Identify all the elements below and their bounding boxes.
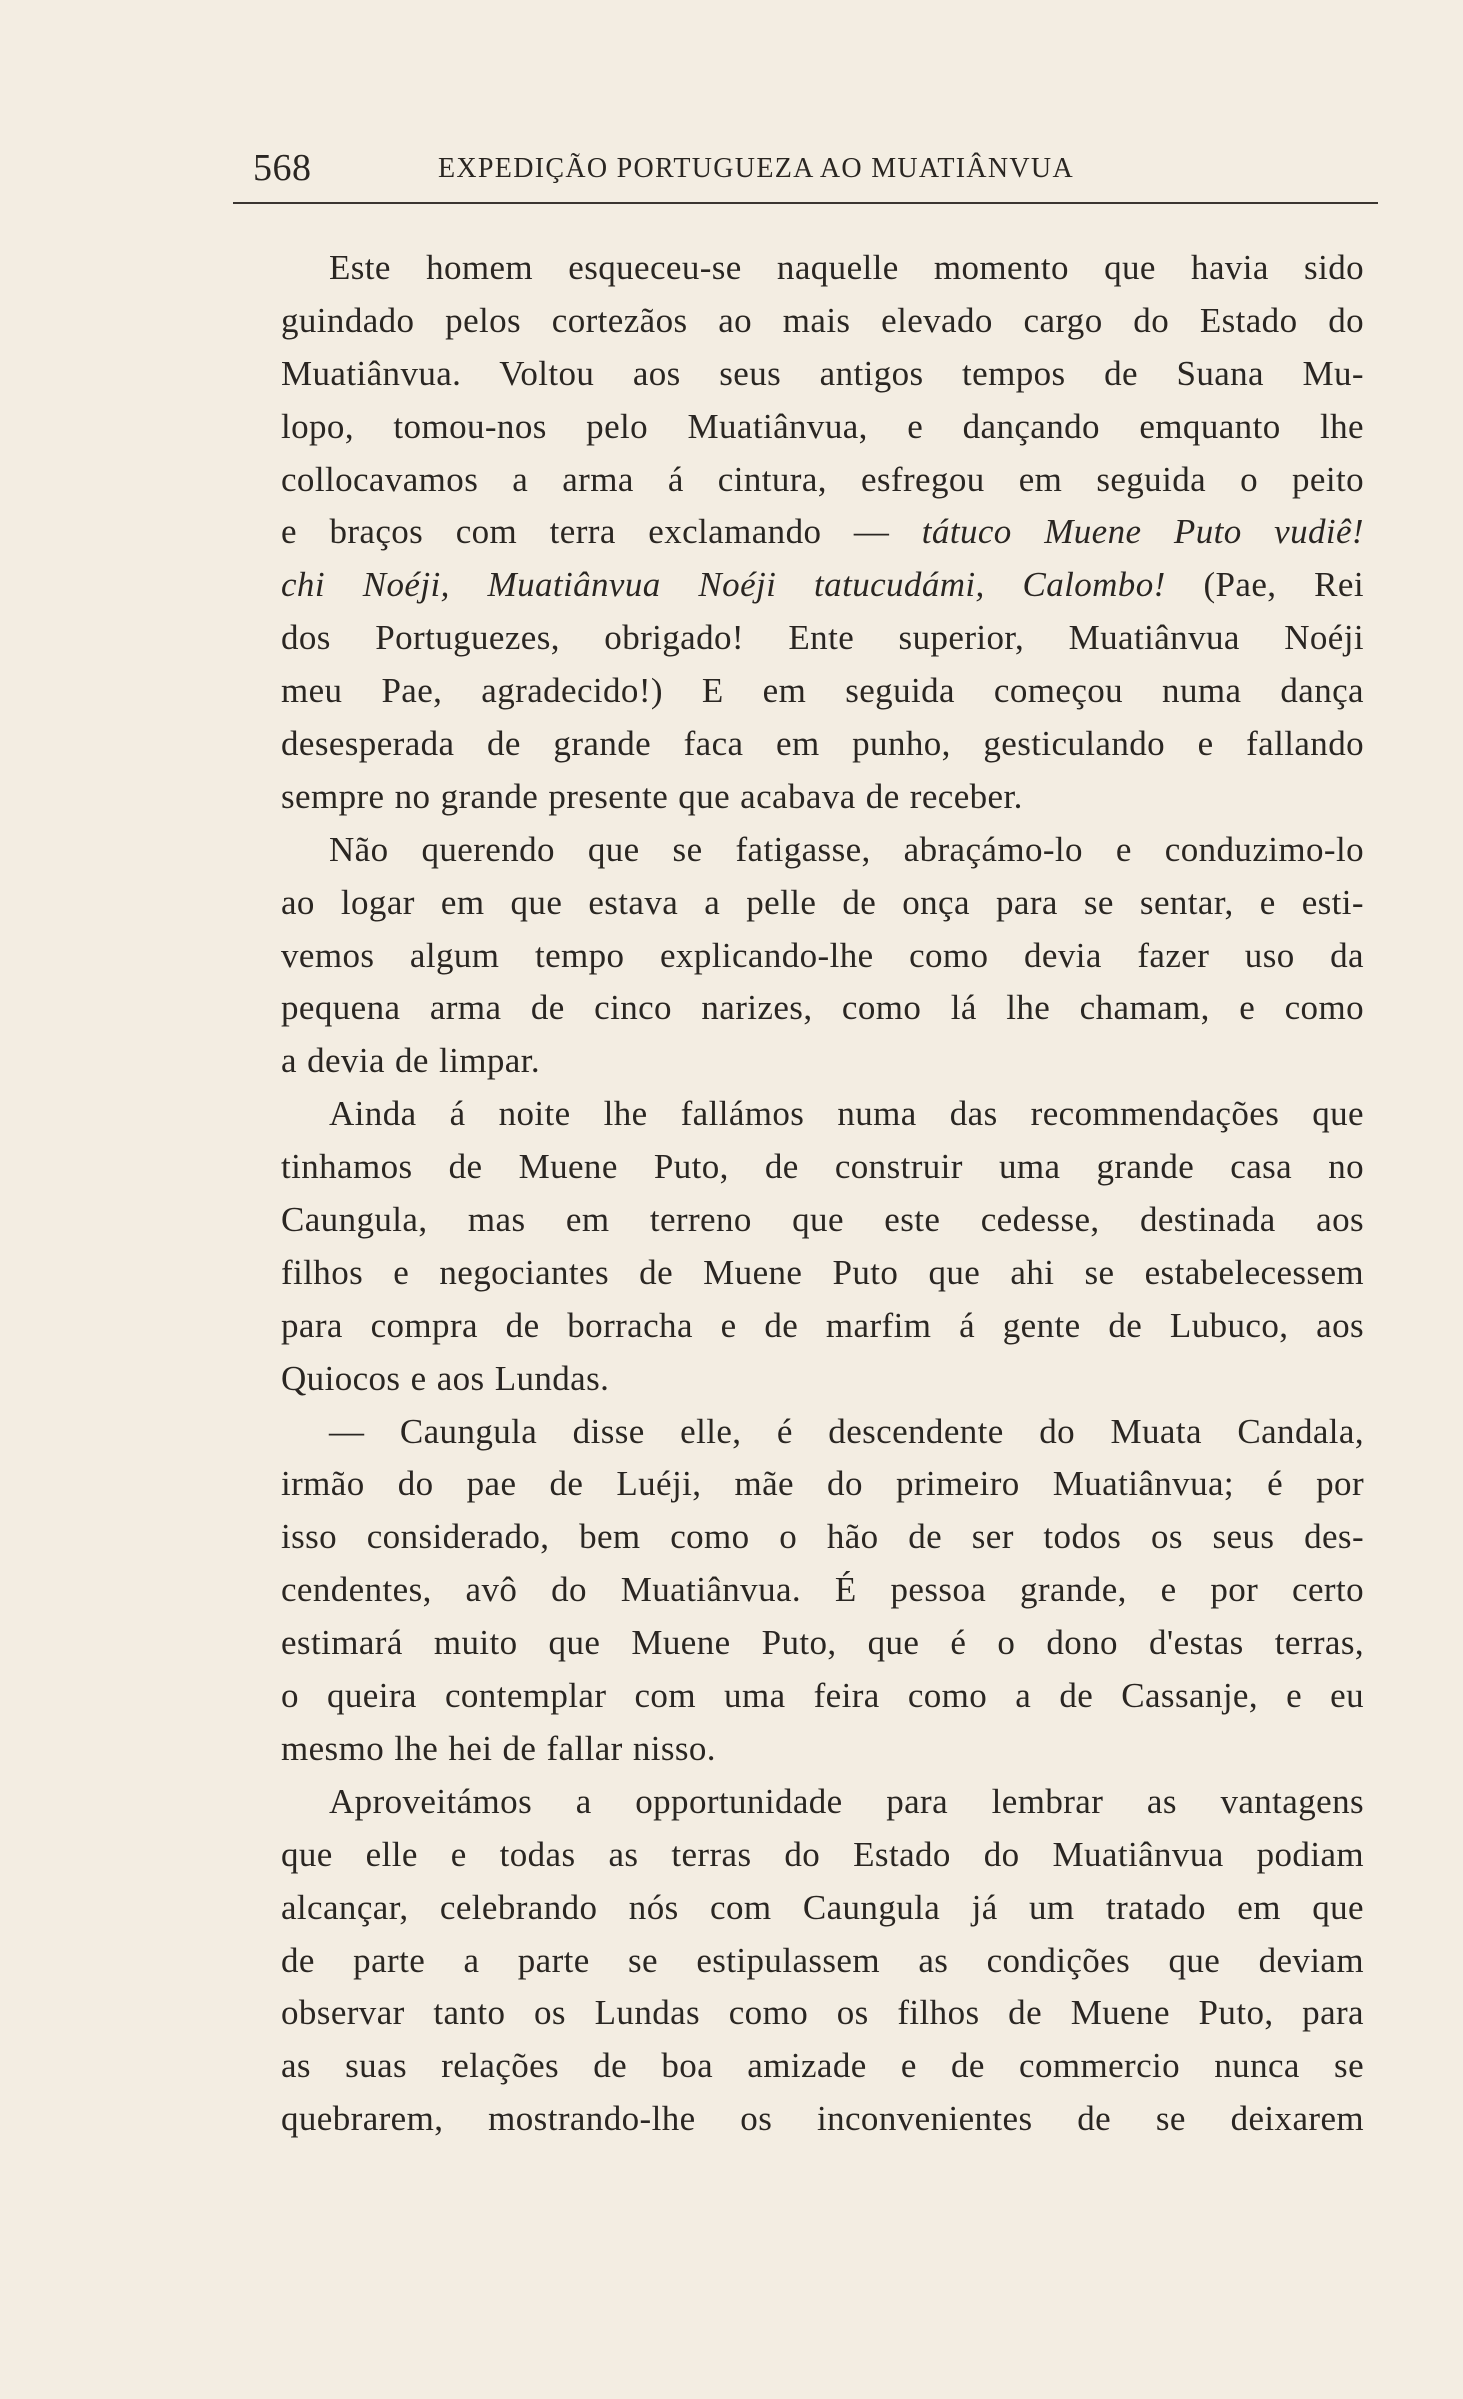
text-line: Caungula, mas em terreno que este cedesse, destinada aos [281, 1200, 1364, 1240]
text-line: Aproveitámos a opportunidade para lembrar as vantagens [329, 1781, 1364, 1821]
text-line: Quiocos e aos Lundas. [281, 1358, 610, 1398]
text-line: que elle e todas as terras do Estado do Muatiânvua podiam [281, 1834, 1364, 1874]
text-line: Não querendo que se fatigasse, abraçámo-lo e conduzimo-lo [329, 829, 1364, 869]
text-line: de parte a parte se estipulassem as condições que deviam [281, 1940, 1364, 1980]
text-line: meu Pae, agradecido!) E em seguida começou numa dança [281, 671, 1364, 711]
paragraph-1 [233, 242, 1364, 824]
text-line: irmão do pae de Luéji, mãe do primeiro Muatiânvua; é por [281, 1464, 1364, 1504]
text-line: — Caungula disse elle, é descendente do Muata Candala, [329, 1411, 1364, 1451]
text-line-mixed [233, 506, 1364, 559]
italic-phrase: chi Noéji, Muatiânvua Noéji tatucudámi, Calombo! [281, 565, 1166, 605]
text-line: tinhamos de Muene Puto, de construir uma grande casa no [281, 1147, 1364, 1187]
text-line: pequena arma de cinco narizes, como lá lhe chamam, e como [281, 988, 1364, 1028]
running-title: EXPEDIÇÃO PORTUGUEZA AO MUATIÂNVUA [438, 153, 1074, 184]
text-line: lopo, tomou-nos pelo Muatiânvua, e dançando emquanto lhe [281, 406, 1364, 446]
text-line: guindado pelos cortezãos ao mais elevado cargo do Estado do [281, 300, 1364, 340]
text-line: a devia de limpar. [281, 1041, 540, 1081]
text-line: ao logar em que estava a pelle de onça para se sentar, e esti- [281, 882, 1364, 922]
text-segment: (Pae, Rei [1165, 565, 1364, 605]
paragraph-4 [233, 1406, 1364, 1776]
body-text [233, 242, 1364, 2146]
text-line: collocavamos a arma á cintura, esfregou em seguida o peito [281, 459, 1364, 499]
text-line: Muatiânvua. Voltou aos seus antigos tempos de Suana Mu- [281, 353, 1364, 393]
paragraph-3 [233, 1088, 1364, 1405]
text-line: as suas relações de boa amizade e de commercio nunca se [281, 2046, 1364, 2086]
text-line: o queira contemplar com uma feira como a de Cassanje, e eu [281, 1676, 1364, 1716]
paragraph-2 [233, 824, 1364, 1088]
text-line: Este homem esqueceu-se naquelle momento que havia sido [329, 248, 1364, 287]
text-line: estimará muito que Muene Puto, que é o dono d'estas terras, [281, 1623, 1364, 1663]
text-line: sempre no grande presente que acabava de receber. [281, 776, 1023, 816]
text-line: filhos e negociantes de Muene Puto que ahi se estabelecessem [281, 1252, 1364, 1292]
text-line: isso considerado, bem como o hão de ser todos os seus des- [281, 1517, 1364, 1557]
text-line: vemos algum tempo explicando-lhe como devia fazer uso da [281, 935, 1364, 975]
text-line: Ainda á noite lhe fallámos numa das recommendações que [329, 1094, 1364, 1134]
text-line: observar tanto os Lundas como os filhos de Muene Puto, para [281, 1993, 1364, 2033]
italic-phrase: tátuco Muene Puto vudiê! [921, 512, 1364, 552]
text-line: dos Portuguezes, obrigado! Ente superior, Muatiânvua Noéji [281, 618, 1364, 658]
text-line: quebrarem, mostrando-lhe os inconvenientes de se deixarem [281, 2099, 1364, 2139]
text-segment: e braços com terra exclamando — [281, 512, 922, 552]
paragraph-5 [233, 1776, 1364, 2146]
text-line-mixed [233, 559, 1364, 612]
text-line: mesmo lhe hei de fallar nisso. [281, 1728, 716, 1768]
header-rule [233, 202, 1378, 204]
page-number: 568 [253, 147, 312, 189]
text-line: alcançar, celebrando nós com Caungula já um tratado em que [281, 1887, 1364, 1927]
text-line: para compra de borracha e de marfim á gente de Lubuco, aos [281, 1305, 1364, 1345]
text-line: desesperada de grande faca em punho, gesticulando e fallando [281, 724, 1364, 764]
text-line: cendentes, avô do Muatiânvua. É pessoa grande, e por certo [281, 1570, 1364, 1610]
page-header [233, 138, 1378, 198]
